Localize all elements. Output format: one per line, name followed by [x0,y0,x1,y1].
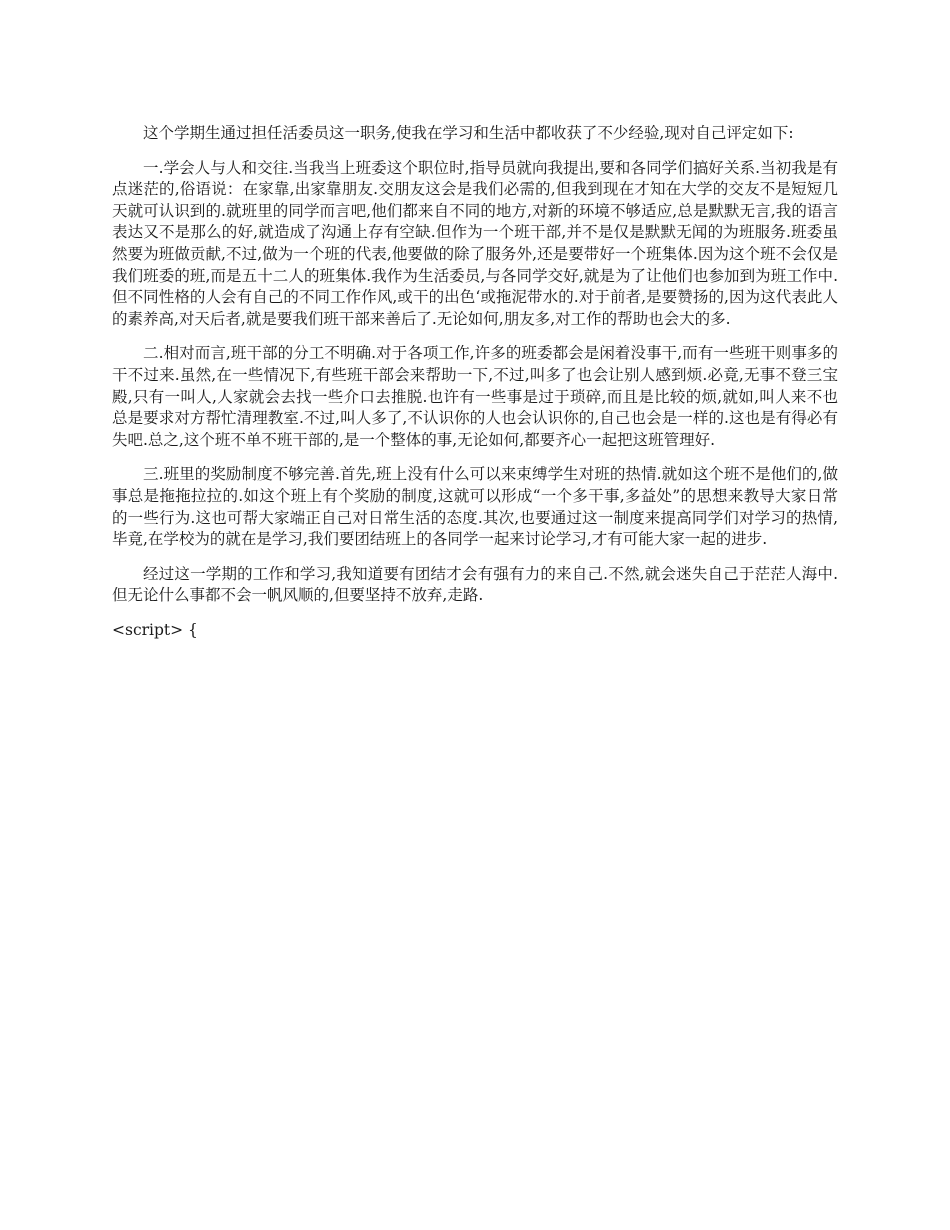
document-page [112,123,838,641]
paragraph-conclusion: 经过这一学期的工作和学习,我知道要有团结才会有强有力的来自己.不然,就会迷失自己于茫茫人海中.但无论什么事都不会一帆风顺的,但要坚持不放弃,走路. [112,564,838,605]
paragraph-point-three: 三.班里的奖励制度不够完善.首先,班上没有什么可以来束缚学生对班的热情.就如这个班不是他们的,做事总是拖拖拉拉的.如这个班上有个奖励的制度,这就可以形成“一个多干事,多益处”的思想来教导大家日常的一些行为.这也可帮大家端正自己对日常生活的态度.其次,也要通过这一制度来提高同学们对学习的热情,毕竟,在学校为的就在是学习,我们要团结班上的各同学一起来讨论学习,才有可能大家一起的进步. [112,465,838,549]
paragraph-point-one: 一.学会人与人和交往.当我当上班委这个职位时,指导员就向我提出,要和各同学们搞好关系.当初我是有点迷茫的,俗语说：在家靠,出家靠朋友.交朋友这会是我们必需的,但我到现在才知在大学的交友不是短短几天就可认识到的.就班里的同学而言吧,他们都来自不同的地方,对新的环境不够适应,总是默默无言,我的语言表达又不是那么的好,就造成了沟通上存有空缺.但作为一个班干部,并不是仅是默默无闻的为班服务.班委虽然要为班做贡献,不过,做为一个班的代表,他要做的除了服务外,还是要带好一个班集体.因为这个班不会仅是我们班委的班,而是五十二人的班集体.我作为生活委员,与各同学交好,就是为了让他们也参加到为班工作中.但不同性格的人会有自己的不同工作作风,或干的出色‘或拖泥带水的.对于前者,是要赞扬的,因为这代表此人的素养高,对天后者,就是要我们班干部来善后了.无论如何,朋友多,对工作的帮助也会大的多. [112,158,838,328]
paragraph-point-two: 二.相对而言,班干部的分工不明确.对于各项工作,许多的班委都会是闲着没事干,而有一些班干则事多的干不过来.虽然,在一些情况下,有些班干部会来帮助一下,不过,叫多了也会让别人感到烦.必竟,无事不登三宝殿,只有一叫人,人家就会去找一些介口去推脱.也许有一些事是过于琐碎,而且是比较的烦,就如,叫人来不也总是要求对方帮忙清理教室.不过,叫人多了,不认识你的人也会认识你的,自己也会是一样的.这也是有得必有失吧.总之,这个班不单不班干部的,是一个整体的事,无论如何,都要齐心一起把这班管理好. [112,344,838,449]
trailing-script-text: <script> { [112,620,198,639]
paragraph-intro: 这个学期生通过担任活委员这一职务,使我在学习和生活中都收获了不少经验,现对自己评定如下: [143,124,794,142]
